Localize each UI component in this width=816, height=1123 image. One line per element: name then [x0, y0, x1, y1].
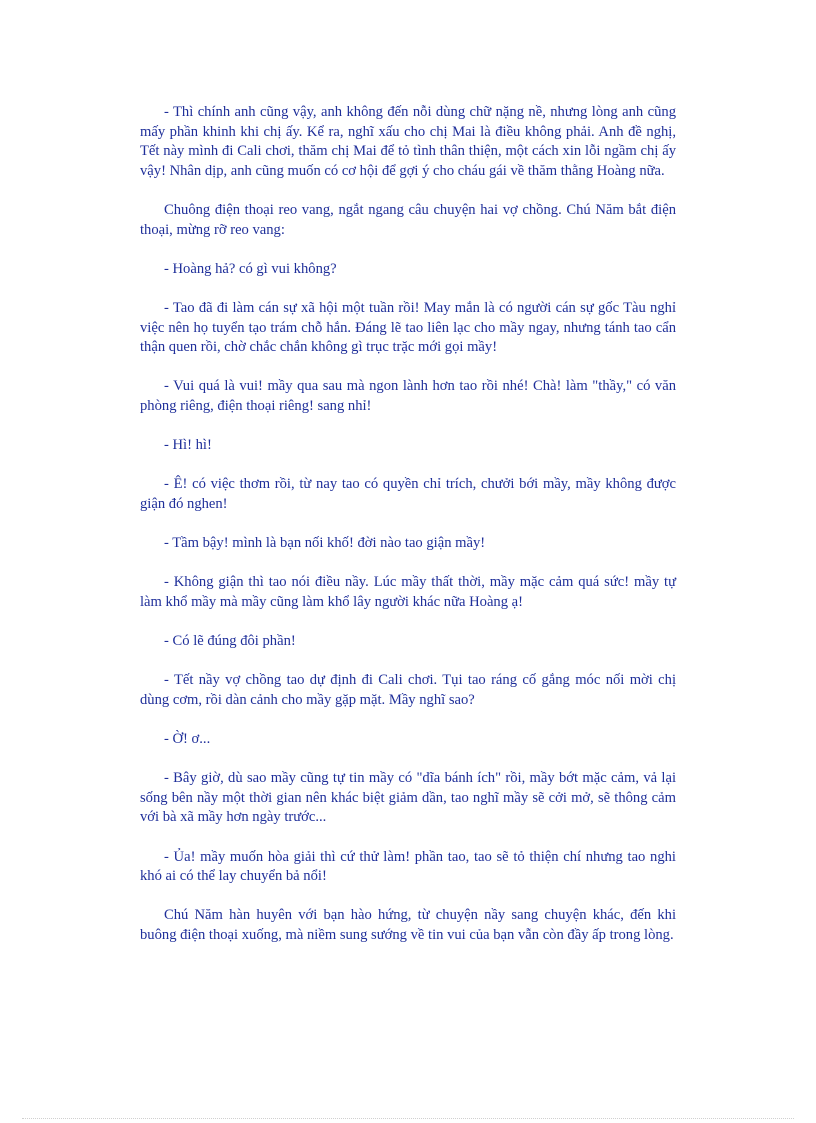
- page-bottom-divider: [22, 1118, 794, 1119]
- paragraph-7: - Ê! có việc thơm rồi, từ nay tao có quyền chỉ trích, chưởi bới mầy, mầy không được giận đó nghen!: [140, 476, 680, 512]
- paragraph-6: - Hì! hì!: [164, 437, 212, 454]
- paragraph-14: - Ủa! mầy muốn hòa giải thì cứ thử làm! phần tao, tao sẽ tỏ thiện chí nhưng tao nghi khó ai có thể lay chuyển bả nổi!: [140, 848, 680, 885]
- paragraph-15: Chú Năm hàn huyên với bạn hào hứng, từ chuyện nầy sang chuyện khác, đến khi buông điện thoại xuống, mà niềm sung sướng về tin vui của bạn vẫn còn đầy ấp trong lòng.: [140, 907, 680, 943]
- paragraph-2: Chuông điện thoại reo vang, ngắt ngang câu chuyện hai vợ chồng. Chú Năm bắt điện thoại, mừng rỡ reo vang:: [140, 201, 680, 238]
- paragraph-5: - Vui quá là vui! mầy qua sau mà ngon lành hơn tao rồi nhé! Chà! làm "thầy," có văn phòng riêng, điện thoại riêng! sang nhỉ!: [140, 378, 680, 414]
- paragraph-4: - Tao đã đi làm cán sự xã hội một tuần rồi! May mắn là có người cán sự gốc Tàu nghỉ việc nên họ tuyển tạo trám chỗ hắn. Đáng lẽ tao liên lạc cho mầy ngay, nhưng tánh tao cẩn thận quen rồi, chờ chắc chắn không gì trục trặc mới gọi mầy!: [140, 299, 680, 356]
- paragraph-9: - Không giận thì tao nói điều nầy. Lúc mầy thất thời, mầy mặc cảm quá sức! mầy tự làm khổ mầy mà mầy cũng làm khổ lây người khác nữa Hoàng ạ!: [140, 574, 680, 610]
- paragraph-13: - Bây giờ, dù sao mầy cũng tự tin mầy có "dĩa bánh ích" rồi, mầy bớt mặc cảm, vả lại sống bên nầy một thời gian nên khác biệt giảm dần, tao nghĩ mầy sẽ cởi mở, sẽ thông cảm với bà xã mầy hơn ngày trước...: [140, 770, 680, 826]
- text-body: [140, 103, 680, 965]
- paragraph-8: - Tầm bậy! mình là bạn nối khố! đời nào tao giận mầy!: [164, 535, 486, 552]
- paragraph-1: - Thì chính anh cũng vậy, anh không đến nỗi dùng chữ nặng nề, nhưng lòng anh cũng mấy phần khinh khi chị ấy. Kể ra, nghĩ xấu cho chị Mai là điều không phải. Anh đề nghị, Tết này mình đi Cali chơi, thăm chị Mai để tỏ tình thân thiện, một cách xin lỗi ngầm chị ấy vậy! Nhân dịp, anh cũng muốn có cơ hội để gợi ý cho cháu gái về thăm thằng Hoàng nữa.: [140, 104, 680, 179]
- paragraph-12: - Ờ! ơ...: [164, 731, 211, 747]
- paragraph-3: - Hoàng hả? có gì vui không?: [164, 260, 337, 277]
- paragraph-11: - Tết nầy vợ chồng tao dự định đi Cali chơi. Tụi tao ráng cố gắng móc nối mời chị dùng cơm, rồi dàn cảnh cho mầy gặp mặt. Mầy nghĩ sao?: [140, 672, 680, 708]
- paragraph-10: - Có lẽ đúng đôi phần!: [164, 633, 296, 650]
